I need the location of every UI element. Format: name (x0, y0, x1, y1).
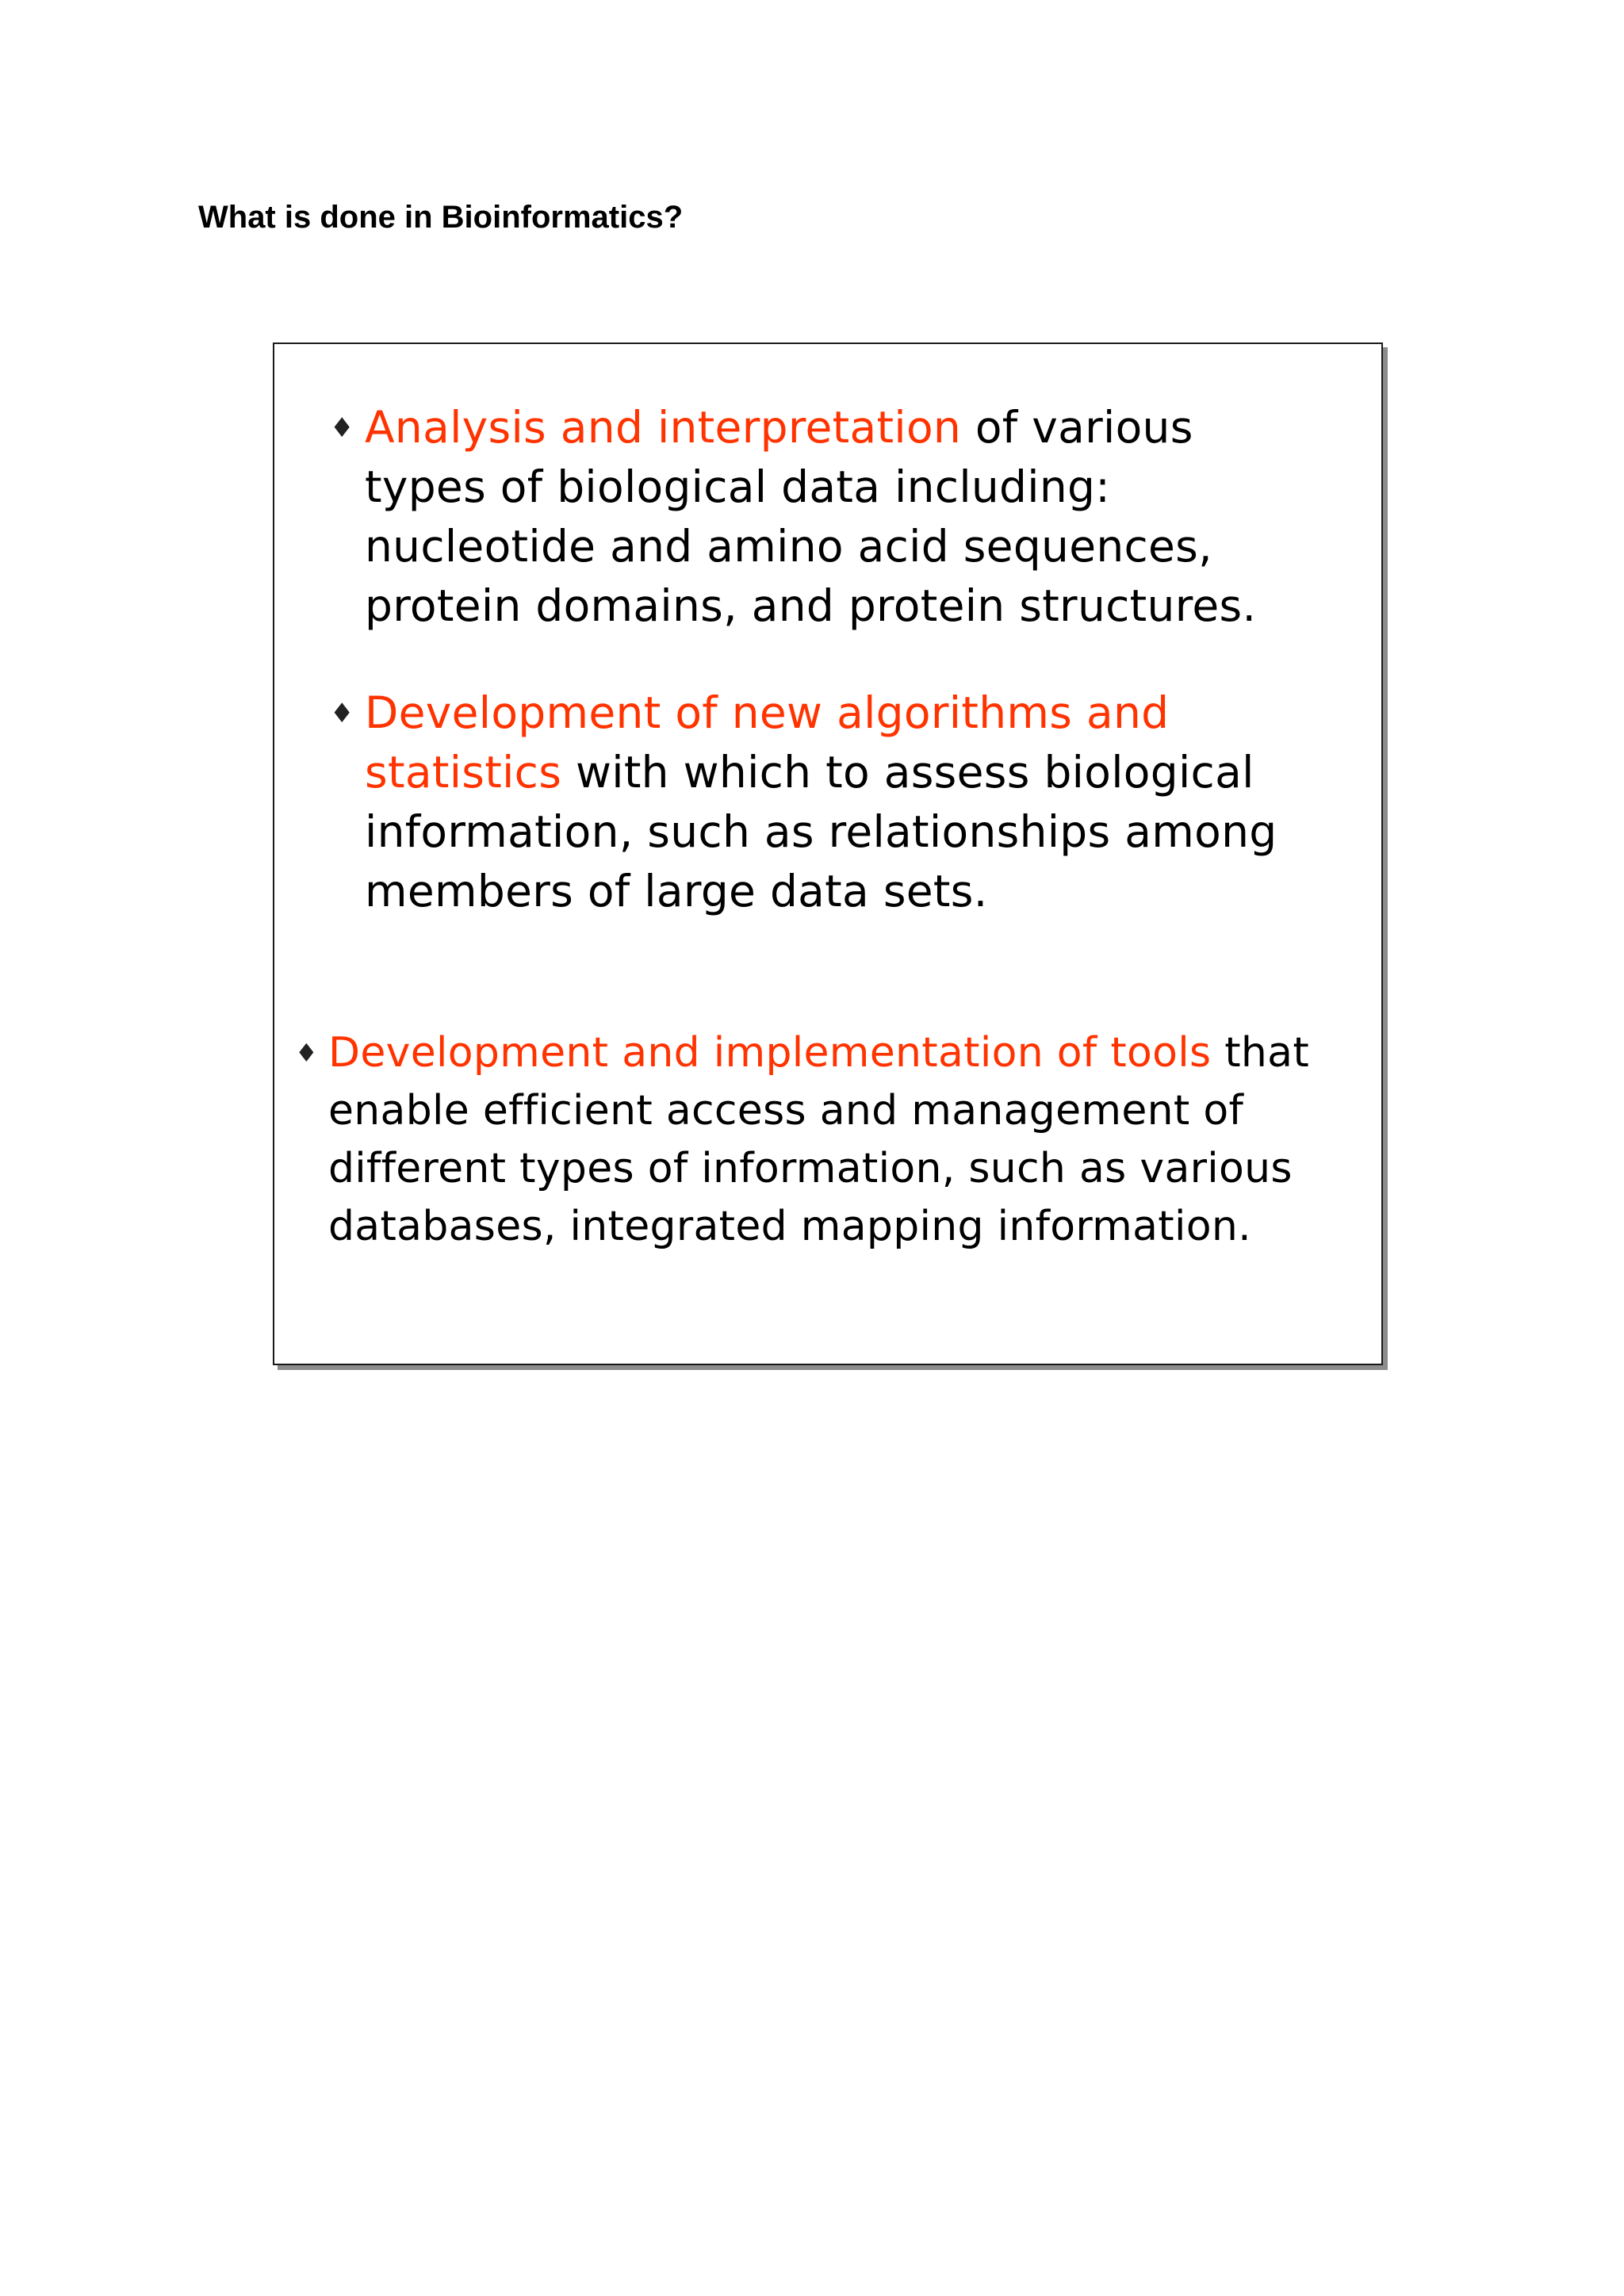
diamond-bullet-icon: ♦ (295, 1038, 318, 1068)
bullet-body: that enable efficient access and management of different types of information, such as various databases, integrated mapping information. (328, 1029, 1310, 1250)
diamond-bullet-icon: ♦ (330, 698, 354, 729)
bullet-highlight: Development and implementation of tools (328, 1029, 1212, 1077)
bullet-text (365, 683, 1324, 921)
bullet-body: with which to assess biological information, such as relationships among members of large data sets. (365, 747, 1277, 916)
bullet-text (365, 398, 1324, 636)
bullet-item-algorithms (330, 683, 1361, 921)
bullet-body: of various types of biological data including: nucleotide and amino acid sequences, protein domains, and protein structures. (365, 402, 1257, 631)
bullet-highlight: Development of new algorithms and statistics (365, 687, 1170, 798)
bullet-item-tools (295, 1024, 1373, 1256)
diamond-bullet-icon: ♦ (330, 412, 354, 444)
bullet-text (328, 1024, 1359, 1256)
bullet-highlight: Analysis and interpretation (365, 402, 962, 453)
slide-image (273, 342, 1383, 1365)
page-title: What is done in Bioinformatics? (198, 200, 684, 235)
bullet-item-analysis (330, 398, 1361, 636)
